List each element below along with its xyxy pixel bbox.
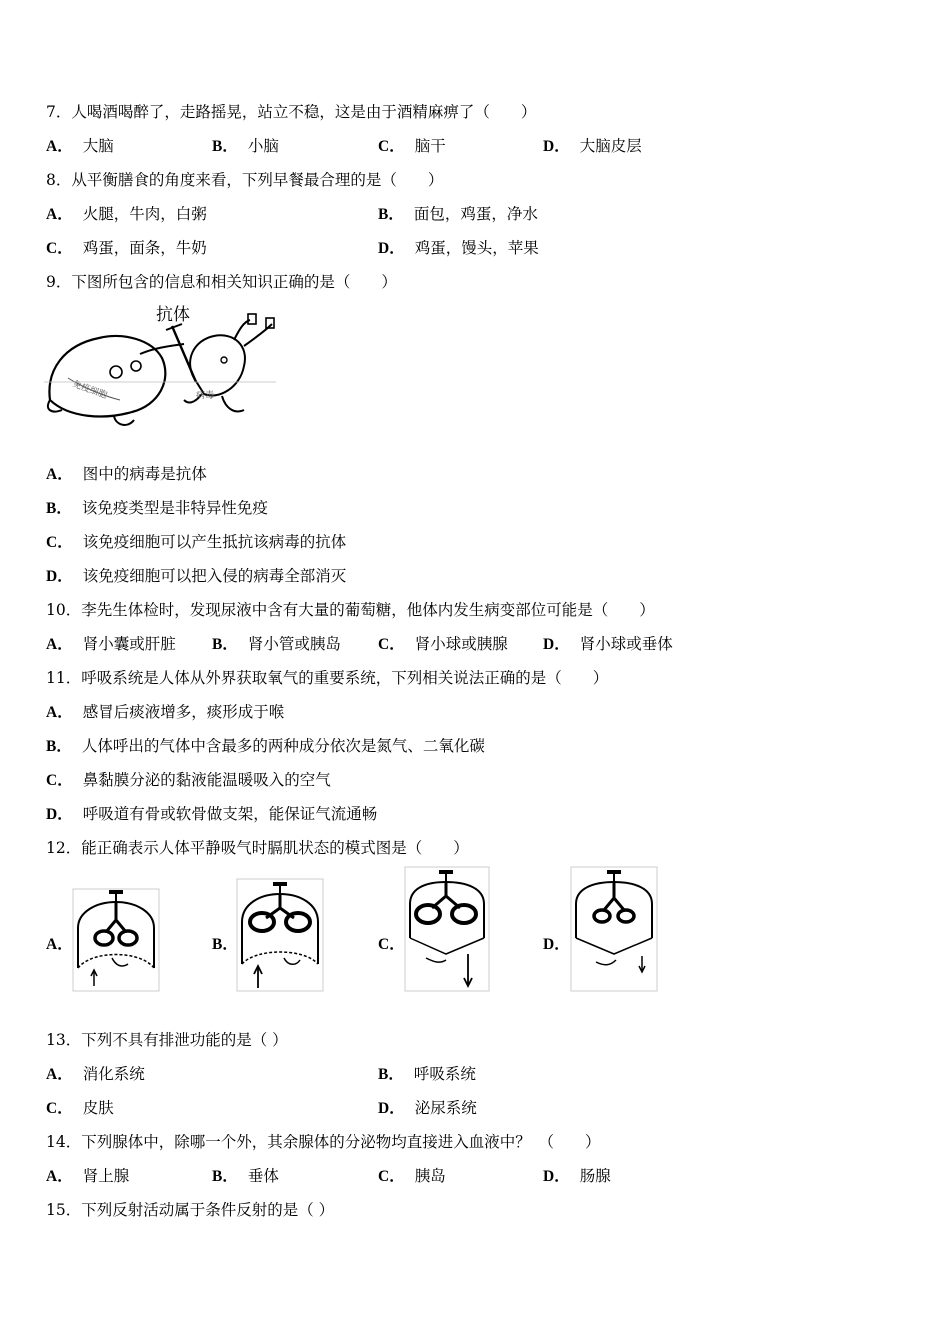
q14-stem: 14．下列腺体中，除哪一个外，其余腺体的分泌物均直接进入血液中？ （ ）: [46, 1133, 601, 1151]
q11-option-b: B． 人体呼出的气体中含最多的两种成分依次是氮气、二氧化碳: [46, 737, 485, 755]
q10-option-c: C． 肾小球或胰腺: [378, 635, 508, 653]
q9-option-d: D． 该免疫细胞可以把入侵的病毒全部消灭: [46, 567, 347, 585]
bell-jar-model-d: [570, 866, 658, 992]
q14-option-c: C． 胰岛: [378, 1167, 446, 1185]
q10-option-b: B． 肾小管或胰岛: [212, 635, 341, 653]
q14-option-d: D． 肠腺: [543, 1167, 611, 1185]
q7-option-c: C． 脑干: [378, 137, 446, 155]
immune-cell-virus-figure: [44, 300, 276, 432]
q11-option-d: D． 呼吸道有骨或软骨做支架，能保证气流通畅: [46, 805, 378, 823]
q11-stem: 11．呼吸系统是人体从外界获取氧气的重要系统，下列相关说法正确的是（ ）: [46, 669, 609, 687]
q8-option-d: D． 鸡蛋，馒头，苹果: [378, 239, 539, 257]
q12-option-a: A．: [46, 936, 73, 953]
q7-stem: 7．人喝酒喝醉了，走路摇晃，站立不稳，这是由于酒精麻痹了（ ）: [46, 103, 537, 121]
virus-label: 病毒: [196, 391, 215, 401]
q11-option-c: C． 鼻黏膜分泌的黏液能温暖吸入的空气: [46, 771, 331, 789]
q7-option-a: A． 大脑: [46, 137, 114, 155]
q7-option-d: D． 大脑皮层: [543, 137, 642, 155]
bell-jar-model-c: [404, 866, 490, 992]
q12-stem: 12．能正确表示人体平静吸气时膈肌状态的模式图是（ ）: [46, 839, 469, 857]
q10-option-a: A． 肾小囊或肝脏: [46, 635, 176, 653]
q13-option-b: B． 呼吸系统: [378, 1065, 476, 1083]
bell-jar-model-b: [236, 878, 324, 992]
q11-option-a: A． 感冒后痰液增多，痰形成于喉: [46, 703, 285, 721]
immune-cell-body: [49, 336, 165, 416]
q14-option-b: B． 垂体: [212, 1167, 279, 1185]
q9-option-a: A． 图中的病毒是抗体: [46, 465, 207, 483]
virus-body: [190, 335, 245, 395]
antibody-label: 抗体: [156, 305, 190, 325]
q13-option-c: C． 皮肤: [46, 1099, 114, 1117]
q12-option-b: B．: [212, 936, 238, 953]
q12-option-d: D．: [543, 936, 570, 953]
q15-stem: 15．下列反射活动属于条件反射的是（ ）: [46, 1201, 335, 1219]
q12-option-c: C．: [378, 936, 405, 953]
immune-cell-label: 免疫细胞: [70, 379, 109, 402]
q7-option-b: B． 小脑: [212, 137, 279, 155]
q8-stem: 8．从平衡膳食的角度来看，下列早餐最合理的是（ ）: [46, 171, 444, 189]
q8-option-c: C． 鸡蛋，面条，牛奶: [46, 239, 207, 257]
q8-option-a: A． 火腿，牛肉，白粥: [46, 205, 207, 223]
q13-stem: 13．下列不具有排泄功能的是（ ）: [46, 1031, 288, 1049]
q9-option-b: B． 该免疫类型是非特异性免疫: [46, 499, 268, 517]
q10-stem: 10．李先生体检时，发现尿液中含有大量的葡萄糖，他体内发生病变部位可能是（ ）: [46, 601, 655, 619]
bell-jar-model-a: [72, 888, 160, 992]
q13-option-d: D． 泌尿系统: [378, 1099, 477, 1117]
q14-option-a: A． 肾上腺: [46, 1167, 130, 1185]
q9-stem: 9．下图所包含的信息和相关知识正确的是（ ）: [46, 273, 397, 291]
q8-option-b: B． 面包，鸡蛋，净水: [378, 205, 538, 223]
q13-option-a: A． 消化系统: [46, 1065, 145, 1083]
q9-option-c: C． 该免疫细胞可以产生抵抗该病毒的抗体: [46, 533, 347, 551]
q10-option-d: D． 肾小球或垂体: [543, 635, 673, 653]
